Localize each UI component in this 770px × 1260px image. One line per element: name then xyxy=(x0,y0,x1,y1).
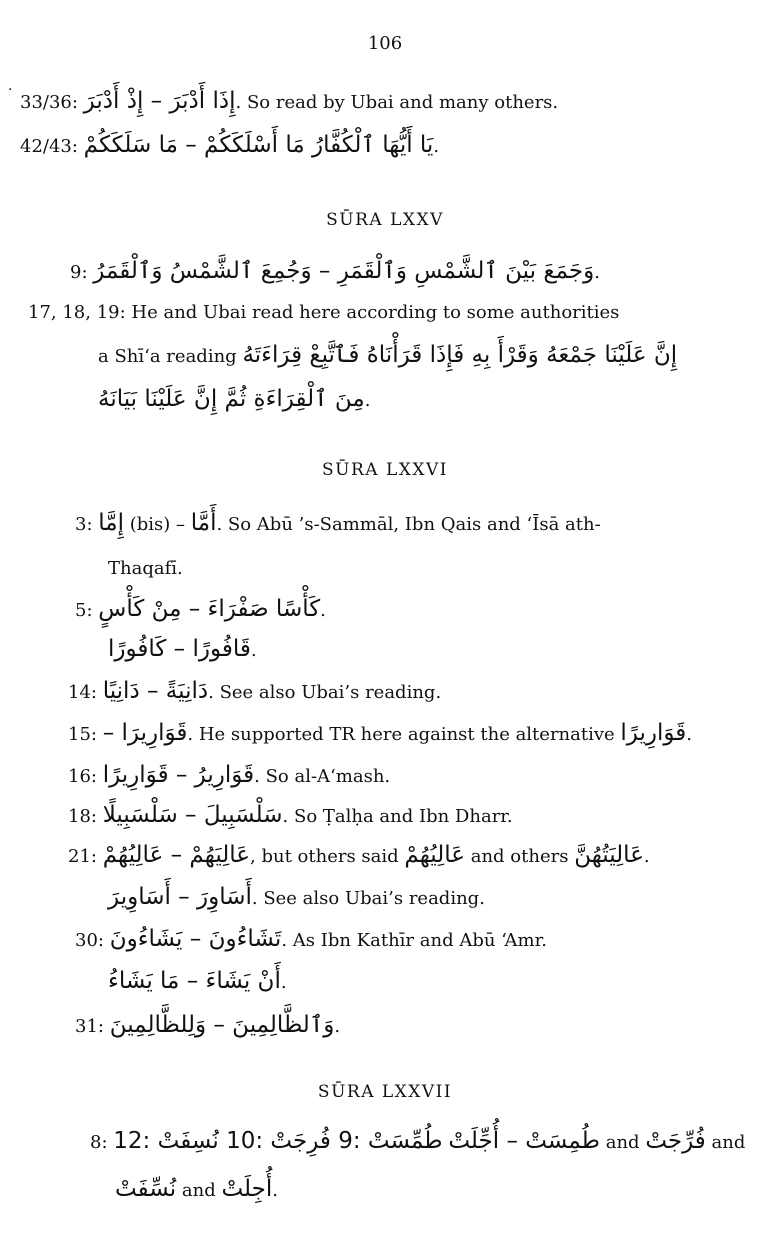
arabic-text: طُمِسَتْ – أُجِّلَتْ xyxy=(448,1128,600,1154)
verse-line xyxy=(28,300,619,326)
commentary-text: . xyxy=(686,724,693,745)
arabic-text: مِنَ ٱلْقِرَاءَةِ ثُمَّ إِنَّ عَلَيْنَا بَيَانَهُ xyxy=(98,386,365,412)
verse-line xyxy=(20,132,439,160)
verse-line xyxy=(98,386,370,414)
verse-number: 15: xyxy=(68,724,97,745)
arabic-text: أَنْ يَشَاءَ – مَا يَشَاءُ xyxy=(108,968,281,994)
verse-line xyxy=(108,884,485,912)
verse-line xyxy=(75,1012,340,1040)
arabic-text: عَالِيُهُمْ xyxy=(404,842,465,868)
verse-line xyxy=(108,636,257,664)
verse-line xyxy=(90,1128,745,1156)
arabic-text: سَلْسَبِيلَ – سَلْسَبِيلًا xyxy=(102,802,283,828)
arabic-text: عَالِيَتُهُنَّ xyxy=(574,842,644,868)
arabic-text: أَسَاوِرَ – أَسَاوِيرَ xyxy=(108,884,252,910)
commentary-text: . xyxy=(272,1180,279,1201)
arabic-text: فُرِّجَتْ xyxy=(645,1128,706,1154)
arabic-text: قَوَارِيرًا xyxy=(620,720,687,746)
verse-number: 5: xyxy=(75,600,93,621)
commentary-text: . He supported TR here against the alternative xyxy=(187,724,615,745)
commentary-text: a Shī‘a reading xyxy=(98,346,237,367)
commentary-text: . xyxy=(320,600,326,621)
commentary-text: . xyxy=(364,390,371,411)
arabic-text: قَافُورًا – كَافُورًا xyxy=(108,636,251,662)
commentary-text: . See also Ubai’s reading. xyxy=(251,888,485,909)
commentary-text: . xyxy=(643,846,650,867)
verse-number: 9: xyxy=(70,262,88,283)
sura-heading: SŪRA LXXV xyxy=(326,210,444,230)
commentary-text: Thaqafī. xyxy=(108,558,183,579)
arabic-text: أُجِلَتْ xyxy=(221,1176,273,1202)
arabic-text: كَأْسًا صَفْرَاءَ – مِنْ كَأْسٍ xyxy=(98,596,321,622)
commentary-text: . So al-A‘mash. xyxy=(254,766,391,787)
commentary-text: . See also Ubai’s reading. xyxy=(208,682,442,703)
commentary-text: . So Abū ’s-Sammāl, Ibn Qais and ‘Īsā ath- xyxy=(216,514,601,535)
commentary-text: . xyxy=(594,262,600,283)
commentary-text: . As Ibn Kathīr and Abū ‘Amr. xyxy=(281,930,547,951)
verse-line xyxy=(20,88,558,116)
arabic-text: دَانِيَةً – دَانِيًا xyxy=(102,678,209,704)
commentary-text: . xyxy=(280,972,287,993)
verse-number: 42/43: xyxy=(20,136,78,157)
verse-line xyxy=(68,678,441,706)
commentary-text: . So read by Ubai and many others. xyxy=(235,92,559,113)
commentary-text: . xyxy=(250,640,257,661)
verse-number: 33/36: xyxy=(20,92,78,113)
verse-number: 31: xyxy=(75,1016,104,1037)
verse-number: 14: xyxy=(68,682,97,703)
verse-line xyxy=(108,968,287,996)
arabic-text: عَالِيَهُمْ – عَالِيُهُمْ xyxy=(102,842,251,868)
verse-number: 3: xyxy=(75,514,93,535)
commentary-text: , but others said xyxy=(250,846,399,867)
commentary-text: He and Ubai read here according to some authorities xyxy=(131,302,620,323)
arabic-text: قَوَارِيرَا – xyxy=(102,720,188,746)
verse-line xyxy=(68,720,692,748)
commentary-text: and xyxy=(711,1132,746,1153)
arabic-text: وَٱلظَّالِمِينَ – وَلِلظَّالِمِينَ xyxy=(109,1012,335,1038)
verse-line xyxy=(68,762,390,790)
verse-line xyxy=(75,926,547,954)
verse-number: 8: xyxy=(90,1132,108,1153)
sura-heading: SŪRA LXXVII xyxy=(317,1082,453,1102)
verse-line xyxy=(75,510,601,538)
arabic-text: إِمَّا xyxy=(98,510,124,536)
verse-number: 17, 18, 19: xyxy=(28,302,126,323)
verse-line xyxy=(108,556,183,582)
verse-number: 21: xyxy=(68,846,97,867)
arabic-text: أَمَّا xyxy=(190,510,217,536)
commentary-text: and xyxy=(181,1180,216,1201)
arabic-text: نُسِّفَتْ xyxy=(115,1176,177,1202)
verse-line xyxy=(75,596,326,624)
page-number: 106 xyxy=(367,33,403,54)
commentary-text: . So Ṭalḥa and Ibn Dharr. xyxy=(282,806,513,827)
sura-heading: SŪRA LXXVI xyxy=(322,460,448,480)
arabic-text: وَجَمَعَ بَيْنَ ٱلشَّمْسِ وَٱلْقَمَرِ – وَجُمِعَ ٱلشَّمْسُ وَٱلْقَمَرُ xyxy=(93,258,595,284)
verse-line xyxy=(115,1176,278,1204)
margin-mark: · xyxy=(8,82,13,98)
arabic-text: يَا أَيُّهَا ٱلْكُفَّارُ مَا أَسْلَكَكُمْ – مَا سَلَكَكُمْ xyxy=(83,132,434,158)
verse-line xyxy=(70,258,600,286)
verse-number: 16: xyxy=(68,766,97,787)
commentary-text: (bis) – xyxy=(129,514,186,535)
arabic-text: قَوَارِيرُ – قَوَارِيرًا xyxy=(102,762,255,788)
commentary-text: . xyxy=(433,136,440,157)
commentary-text: and others xyxy=(470,846,569,867)
verse-line xyxy=(98,342,677,370)
arabic-text: تَشَاءُونَ – يَشَاءُونَ xyxy=(109,926,282,952)
verse-line xyxy=(68,802,513,830)
commentary-text: and xyxy=(605,1132,640,1153)
arabic-text: طُمِّسَتْ :9 فُرِجَتْ :10 نُسِفَتْ :12 xyxy=(113,1128,443,1154)
verse-line xyxy=(68,842,650,870)
verse-number: 30: xyxy=(75,930,104,951)
arabic-text: إِنَّ عَلَيْنَا جَمْعَهُ وَقَرْأَ بِهِ فَإِذَا قَرَأْنَاهُ فَٱتَّبِعْ قِرَاءَتَهُ xyxy=(242,342,678,368)
commentary-text: . xyxy=(334,1016,341,1037)
verse-number: 18: xyxy=(68,806,97,827)
arabic-text: إِذَا أَدْبَرَ – إِذْ أَدْبَرَ xyxy=(83,88,236,114)
